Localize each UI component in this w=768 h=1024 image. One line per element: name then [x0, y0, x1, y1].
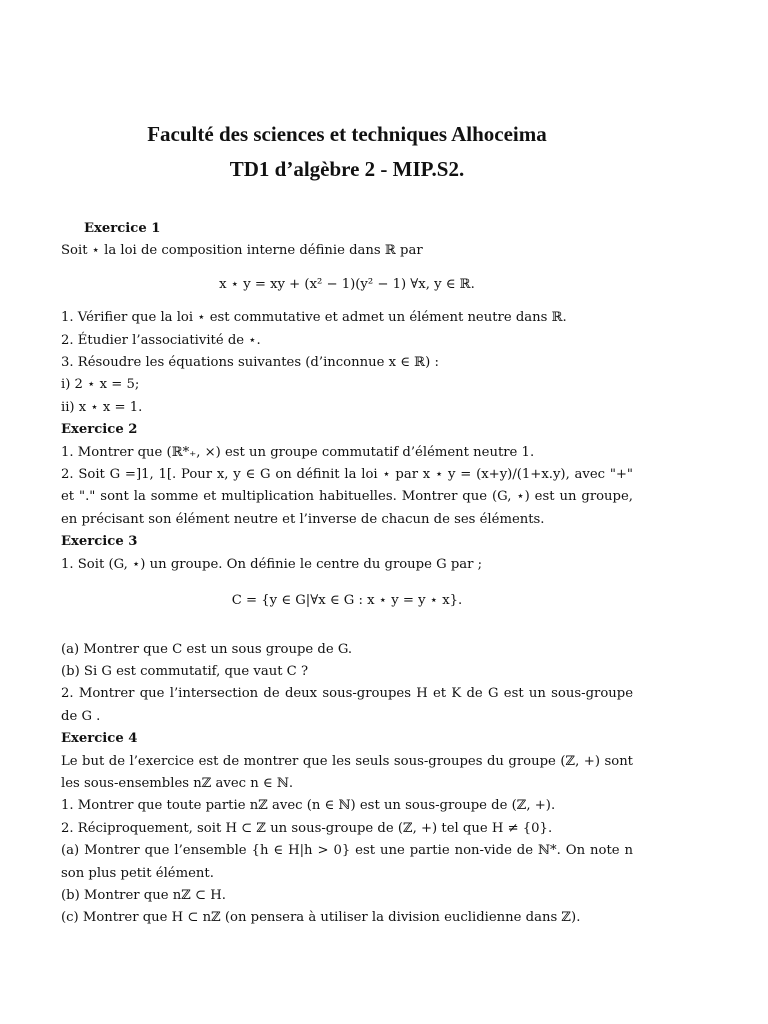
- exercise-3-qb: (b) Si G est commutatif, que vaut C ?: [61, 663, 309, 679]
- exercise-1-q3-ii: ii) x ⋆ x = 1.: [61, 399, 143, 415]
- exercise-1-q1: 1. Vérifier que la loi ⋆ est commutative et admet un élément neutre dans ℝ.: [61, 310, 567, 326]
- exercise-2-q2: 2. Soit G =]1, 1[. Pour x, y ∈ G on définit la loi ⋆ par x ⋆ y = (x+y)/(1+x.y), avec "+" et "." sont la somme et multiplication habituelles. Montrer que (G, ⋆) est un groupe, en précisant son élément neutre et l’inverse de chacun de ses éléments.: [61, 467, 633, 527]
- exercise-3-q1: 1. Soit (G, ⋆) un groupe. On définie le centre du groupe G par ;: [61, 556, 483, 572]
- exercise-4-qc: (c) Montrer que H ⊂ nℤ (on pensera à utiliser la division euclidienne dans ℤ).: [61, 910, 581, 926]
- exercise-4-qa: (a) Montrer que l’ensemble {h ∈ H|h > 0} est une partie non-vide de ℕ*. On note n son plus petit élément.: [61, 843, 633, 881]
- exercise-1-q3: 3. Résoudre les équations suivantes (d’inconnue x ∈ ℝ) :: [61, 355, 439, 371]
- exercise-4-q2: 2. Réciproquement, soit H ⊂ ℤ un sous-groupe de (ℤ, +) tel que H ≠ {0}.: [61, 820, 553, 836]
- exercise-1-heading: Exercice 1: [84, 221, 161, 236]
- exercise-2-heading: Exercice 2: [61, 422, 138, 438]
- exercise-1-q2: 2. Étudier l’associativité de ⋆.: [61, 332, 261, 348]
- exercise-3-heading: Exercice 3: [61, 534, 138, 550]
- exercise-1-intro: Soit ⋆ la loi de composition interne définie dans ℝ par: [61, 243, 423, 259]
- exercise-2-q1: 1. Montrer que (ℝ*₊, ×) est un groupe commutatif d’élément neutre 1.: [61, 444, 535, 460]
- exercise-4-q1: 1. Montrer que toute partie nℤ avec (n ∈ ℕ) est un sous-groupe de (ℤ, +).: [61, 798, 556, 814]
- exercise-4-heading: Exercice 4: [61, 731, 138, 747]
- exercise-1-formula: x ⋆ y = xy + (x² − 1)(y² − 1) ∀x, y ∈ ℝ.: [219, 276, 475, 292]
- exercise-4-intro: Le but de l’exercice est de montrer que les seuls sous-groupes du groupe (ℤ, +) sont les sous-ensembles nℤ avec n ∈ ℕ.: [61, 753, 633, 791]
- exercise-3-q2: 2. Montrer que l’intersection de deux sous-groupes H et K de G est un sous-groupe de G .: [61, 686, 633, 724]
- exercise-3-qa: (a) Montrer que C est un sous groupe de G.: [61, 641, 353, 657]
- exercise-4-qb: (b) Montrer que nℤ ⊂ H.: [61, 887, 226, 903]
- faculty-title: Faculté des sciences et techniques Alhoceima: [147, 122, 547, 146]
- exercise-content: [61, 218, 633, 930]
- exercise-1-q3-i: i) 2 ⋆ x = 5;: [61, 377, 140, 393]
- exercise-3-formula: C = {y ∈ G|∀x ∈ G : x ⋆ y = y ⋆ x}.: [231, 593, 463, 609]
- td-title: TD1 d’algèbre 2 - MIP.S2.: [229, 157, 465, 181]
